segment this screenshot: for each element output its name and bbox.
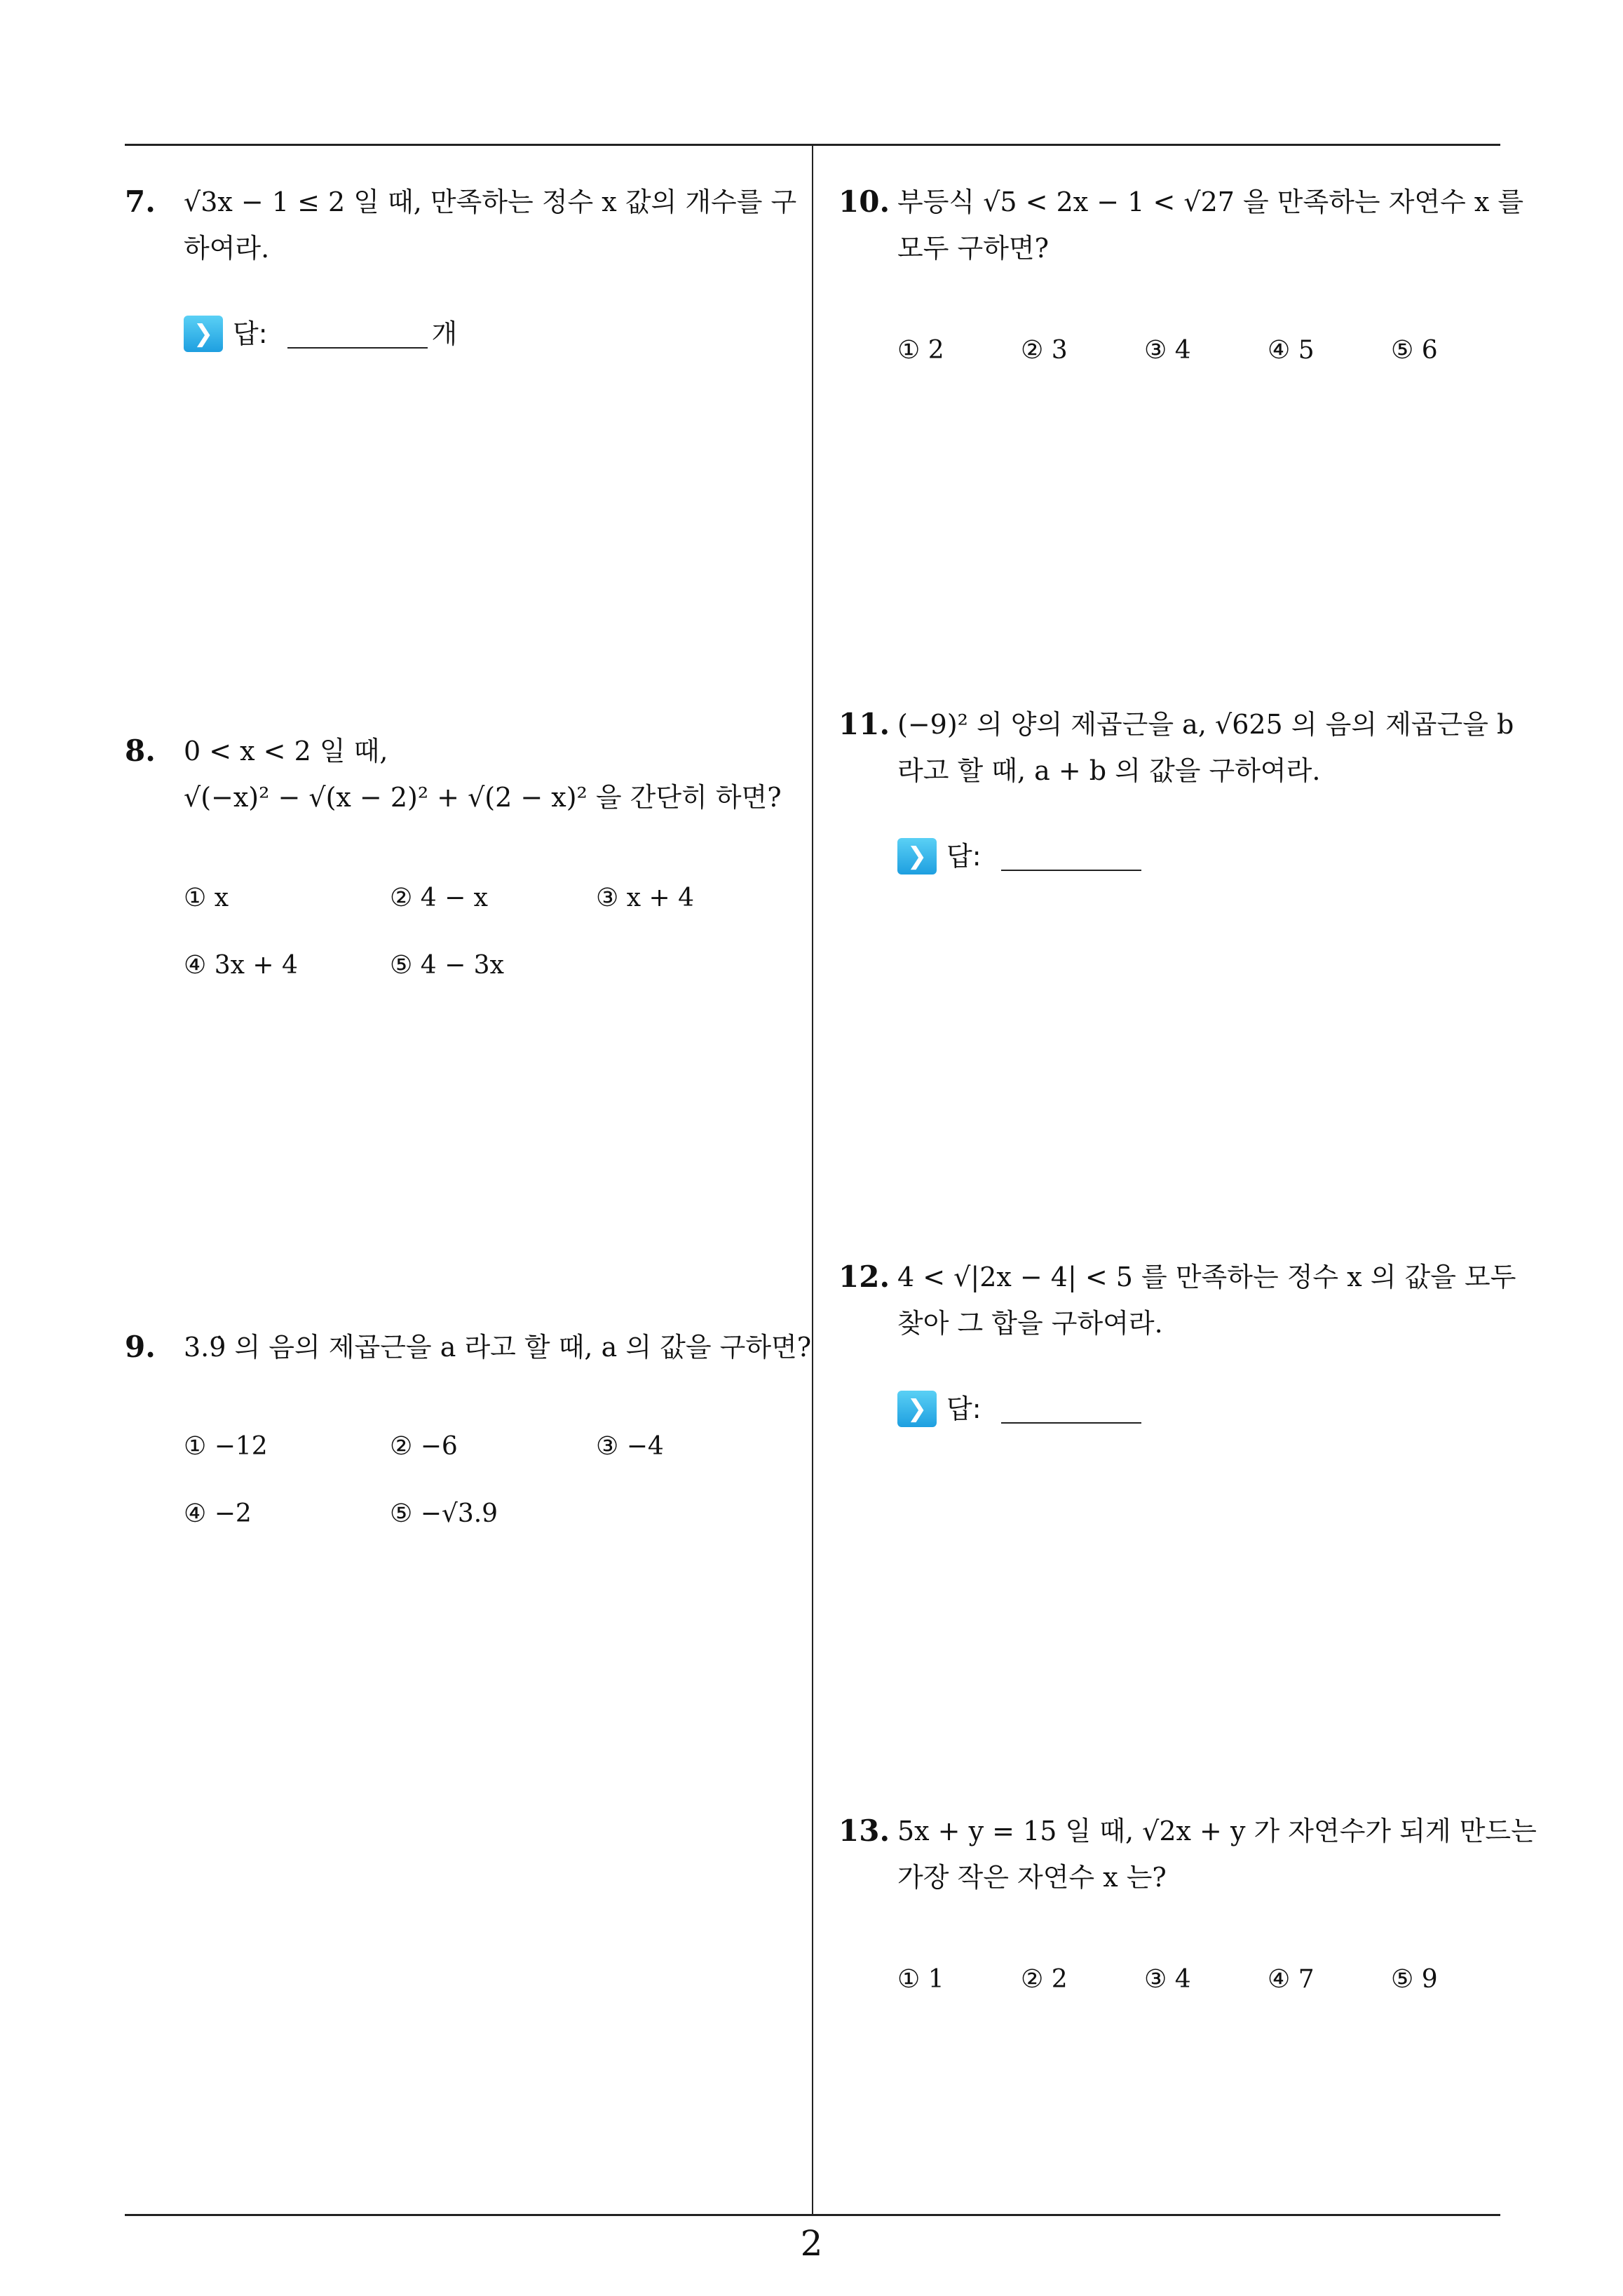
question-stem: 4 < √|2x − 4| < 5 를 만족하는 정수 x 의 값을 모두 찾아 그 합을 구하여라. — [897, 1262, 1516, 1339]
bottom-rule — [125, 2214, 1500, 2216]
choice-3[interactable]: ③ −4 — [596, 1432, 664, 1461]
choice-2[interactable]: ② 2 — [1021, 1965, 1068, 1994]
question-stem: 3.9̇ 의 음의 제곱근을 a 라고 할 때, a 의 값을 구하면? — [184, 1332, 812, 1363]
answer-blank[interactable] — [1001, 842, 1141, 871]
answer-blank[interactable] — [1001, 1394, 1141, 1424]
question-number: 9. — [125, 1330, 156, 1364]
choice-3[interactable]: ③ x + 4 — [596, 884, 694, 912]
answer-label: 답: — [946, 1393, 982, 1424]
choice-5[interactable]: ⑤ 9 — [1391, 1965, 1438, 1994]
choice-list — [897, 327, 1500, 377]
choice-5[interactable]: ⑤ 4 − 3x — [390, 951, 504, 980]
choice-1[interactable]: ① 2 — [897, 336, 944, 365]
answer-field[interactable] — [184, 311, 457, 357]
answer-label: 답: — [233, 318, 268, 349]
question-number: 8. — [125, 734, 156, 768]
choice-list — [184, 875, 787, 987]
arrow-right-icon: ❯ — [897, 1391, 937, 1427]
choice-list — [184, 1424, 787, 1536]
answer-blank[interactable] — [287, 319, 428, 349]
choice-1[interactable]: ① −12 — [184, 1432, 268, 1461]
question-number: 12. — [838, 1260, 890, 1294]
question-number: 13. — [838, 1814, 890, 1848]
choice-list — [897, 1957, 1500, 2006]
arrow-right-icon: ❯ — [184, 316, 223, 352]
choice-5[interactable]: ⑤ 6 — [1391, 336, 1438, 365]
question-stem: (−9)² 의 양의 제곱근을 a, √625 의 음의 제곱근을 b 라고 할 때, a + b 의 값을 구하여라. — [897, 709, 1514, 786]
choice-4[interactable]: ④ 7 — [1268, 1965, 1315, 1994]
question-stem: √3x − 1 ≤ 2 일 때, 만족하는 정수 x 값의 개수를 구 하여라. — [184, 187, 797, 264]
arrow-right-icon: ❯ — [897, 838, 937, 874]
choice-1[interactable]: ① 1 — [897, 1965, 944, 1994]
column-divider — [812, 144, 813, 2216]
answer-label: 답: — [946, 841, 982, 872]
choice-4[interactable]: ④ 5 — [1268, 336, 1315, 365]
choice-5[interactable]: ⑤ −√3.9 — [390, 1499, 498, 1528]
answer-field[interactable] — [897, 1386, 1141, 1432]
page-number: 2 — [800, 2223, 823, 2264]
choice-2[interactable]: ② 3 — [1021, 336, 1068, 365]
choice-4[interactable]: ④ 3x + 4 — [184, 951, 298, 980]
answer-unit: 개 — [431, 318, 458, 349]
choice-3[interactable]: ③ 4 — [1144, 1965, 1191, 1994]
question-stem: 부등식 √5 < 2x − 1 < √27 을 만족하는 자연수 x 를 모두 구하면? — [897, 187, 1524, 264]
question-number: 10. — [838, 184, 890, 219]
choice-2[interactable]: ② 4 − x — [390, 884, 488, 912]
choice-3[interactable]: ③ 4 — [1144, 336, 1191, 365]
choice-2[interactable]: ② −6 — [390, 1432, 458, 1461]
question-stem: 0 < x < 2 일 때, √(−x)² − √(x − 2)² + √(2 − x)² 을 간단히 하면? — [184, 736, 782, 813]
choice-1[interactable]: ① x — [184, 884, 229, 912]
answer-field[interactable] — [897, 833, 1141, 879]
question-number: 7. — [125, 184, 156, 219]
choice-4[interactable]: ④ −2 — [184, 1499, 252, 1528]
question-stem: 5x + y = 15 일 때, √2x + y 가 자연수가 되게 만드는 가장 작은 자연수 x 는? — [897, 1816, 1537, 1893]
question-number: 11. — [838, 707, 890, 741]
